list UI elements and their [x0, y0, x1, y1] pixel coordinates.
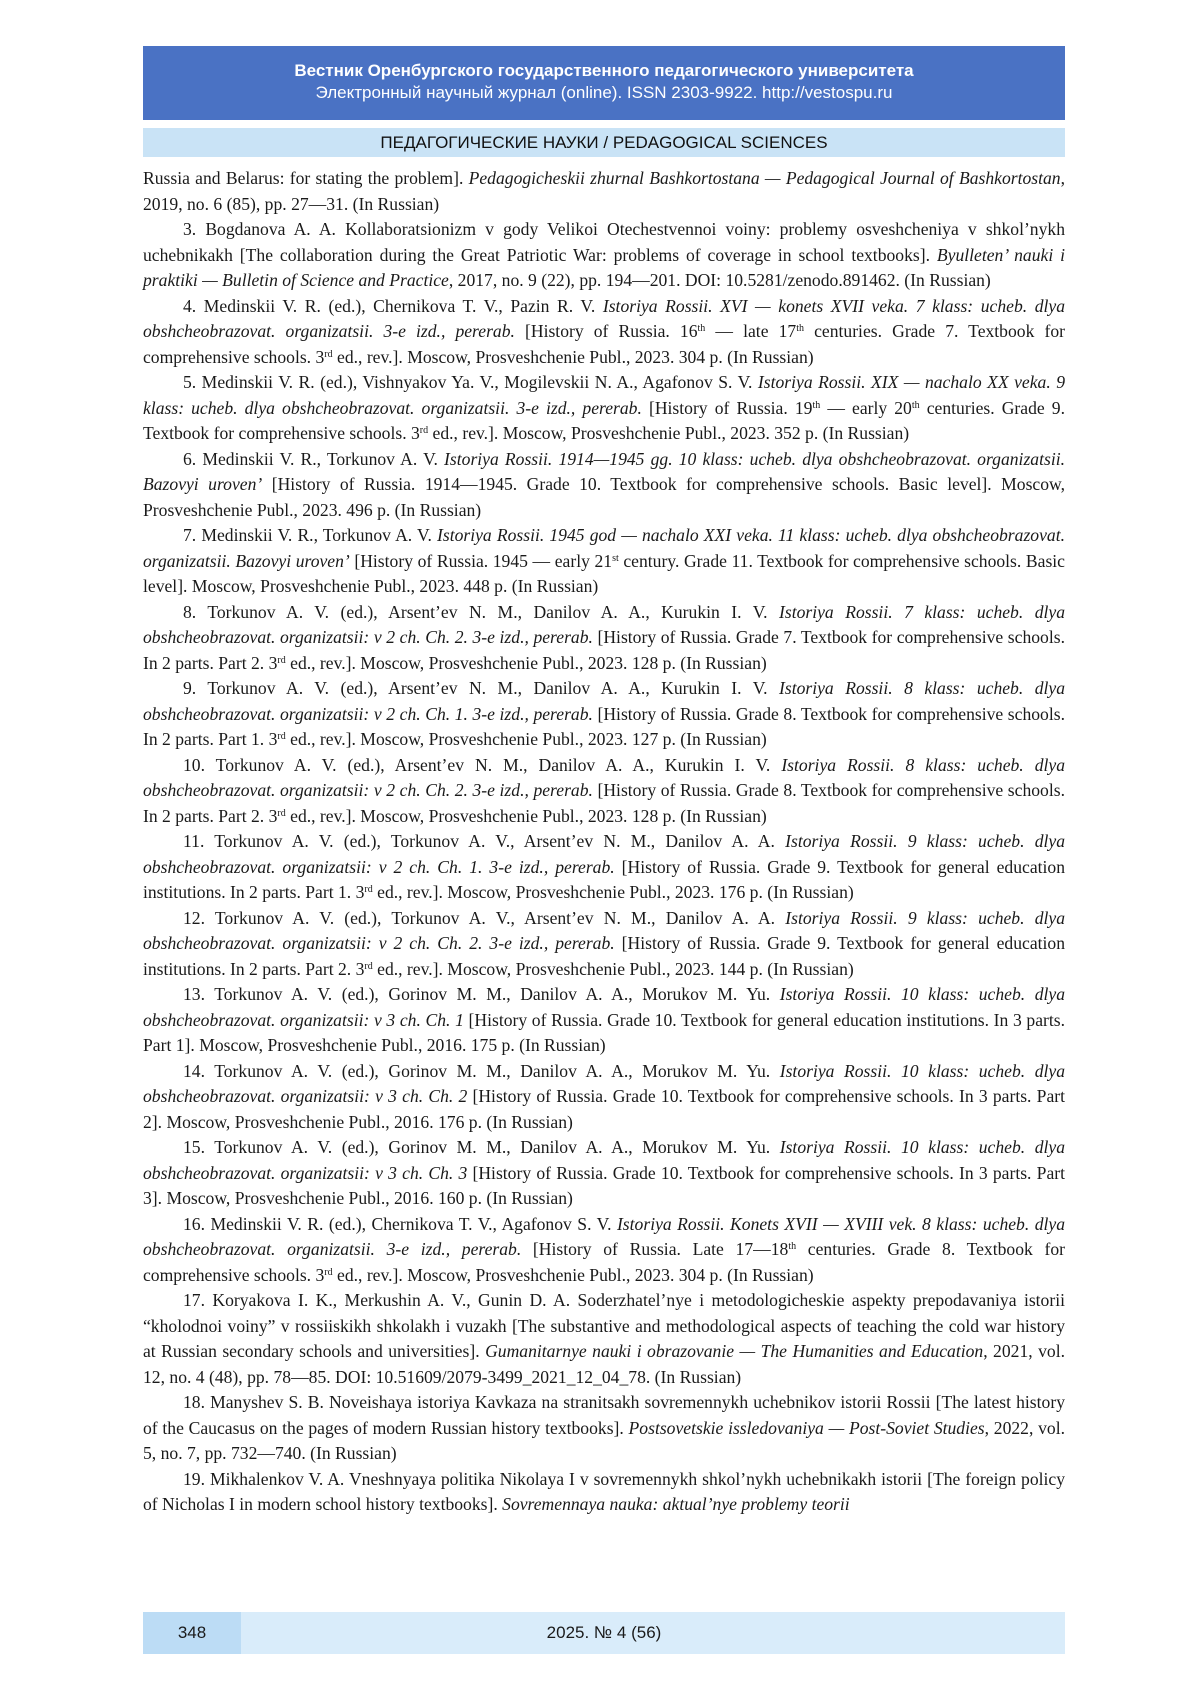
- reference-text: 12. Torkunov A. V. (ed.), Torkunov A. V., Arsent’ev N. M., Danilov A. A.: [183, 907, 786, 928]
- reference-item: [143, 1467, 1065, 1518]
- reference-text: 7. Medinskii V. R., Torkunov A. V.: [183, 525, 437, 545]
- reference-text: 10. Torkunov A. V. (ed.), Arsent’ev N. M., Danilov A. A., Kurukin I. V.: [183, 754, 782, 775]
- reference-text: centuries. Grade 8. Textbook for comprehensive schools. 3: [143, 1239, 1065, 1285]
- reference-text: 11. Torkunov A. V. (ed.), Torkunov A. V., Arsent’ev N. M., Danilov A. A.: [183, 831, 786, 851]
- reference-text: 4. Medinskii V. R. (ed.), Chernikova T. V., Pazin R. V.: [183, 295, 603, 316]
- reference-item: [143, 1135, 1065, 1212]
- journal-header: [143, 46, 1065, 120]
- reference-text: 17. Koryakova I. K., Merkushin A. V., Gunin D. A. Soderzhatel’nye i metodologicheskie aspekty prepodavaniya istorii “kholodnoi voiny” v rossiiskikh shkolakh i vuzakh [The substantive and methodological aspects of teaching the cold war history at Russian secondary schools and universities].: [143, 1290, 1065, 1361]
- superscript: rd: [324, 1266, 333, 1278]
- reference-text: 9. Torkunov A. V. (ed.), Arsent’ev N. M., Danilov A. A., Kurukin I. V.: [183, 678, 779, 698]
- superscript: th: [788, 1241, 797, 1252]
- italic-title: Istoriya Rossii. 10 klass: ucheb. dlya obshcheobrazovat. organizatsii: v 3 ch. Ch. 2: [143, 1060, 1065, 1106]
- reference-text: [History of Russia. Grade 10. Textbook for comprehensive schools. In 3 parts. Part 2]. Moscow, Prosveshchenie Publ., 2016. 176 p. (In Russian): [143, 1086, 1066, 1132]
- superscript: th: [796, 323, 804, 334]
- reference-list: [143, 166, 1065, 1518]
- reference-item: [143, 1212, 1065, 1289]
- section-title: ПЕДАГОГИЧЕСКИЕ НАУКИ / PEDAGOGICAL SCIENCES: [143, 128, 1065, 157]
- reference-text: 19. Mikhalenkov V. A. Vneshnyaya politika Nikolaya I v sovremennykh shkol’nykh uchebnikakh istorii [The foreign policy of Nicholas I in modern school history textbooks].: [143, 1468, 1065, 1514]
- reference-text: 3. Bogdanova A. A. Kollaboratsionizm v gody Velikoi Otechestvennoi voiny: problemy osveshcheniya v shkol’nykh uchebnikakh [The collaboration during the Great Patriotic War: problems of coverage in school textbooks].: [143, 219, 1065, 265]
- reference-text: 16. Medinskii V. R. (ed.), Chernikova T. V., Agafonov S. V.: [183, 1213, 617, 1234]
- reference-item: [143, 753, 1065, 830]
- reference-text: ed., rev.]. Moscow, Prosveshchenie Publ., 2023. 304 p. (In Russian): [332, 346, 814, 367]
- reference-text: [History of Russia. Grade 8. Textbook for comprehensive schools. In 2 parts. Part 2. 3: [143, 780, 1065, 826]
- reference-text: — early 20: [820, 397, 912, 418]
- reference-text: , 2021, vol. 12, no. 4 (48), pp. 78—85. DOI: 10.51609/2079-3499_2021_12_04_78. (In Russian): [143, 1341, 1065, 1387]
- italic-title: Istoriya Rossii. 1945 god — nachalo XXI veka. 11 klass: ucheb. dlya obshcheobrazovat. organizatsii. Bazovyi uroven’: [143, 525, 1065, 571]
- superscript: th: [911, 399, 920, 411]
- italic-title: Istoriya Rossii. XIX — nachalo XX veka. 9 klass: ucheb. dlya obshcheobrazovat. organizatsii. 3-e izd., pererab.: [143, 372, 1065, 418]
- reference-text: [History of Russia. Grade 10. Textbook for general education institutions. In 3 parts. Part 1]. Moscow, Prosveshchenie Publ., 2016. 175 p. (In Russian): [143, 1009, 1066, 1055]
- reference-text: , 2019, no. 6 (85), pp. 27—31. (In Russian): [143, 168, 1066, 214]
- reference-text: 15. Torkunov A. V. (ed.), Gorinov M. M., Danilov A. A., Morukov M. Yu.: [183, 1137, 780, 1157]
- italic-title: Istoriya Rossii. 8 klass: ucheb. dlya obshcheobrazovat. organizatsii: v 2 ch. Ch. 2. 3-e izd., pererab.: [143, 754, 1065, 800]
- reference-text: centuries. Grade 9. Textbook for comprehensive schools. 3: [143, 397, 1065, 443]
- italic-title: Postsovetskie issledovaniya — Post-Soviet Studies: [628, 1417, 985, 1438]
- reference-item: [143, 447, 1065, 524]
- italic-title: Istoriya Rossii. 7 klass: ucheb. dlya obshcheobrazovat. organizatsii: v 2 ch. Ch. 2. 3-e izd., pererab.: [143, 601, 1065, 647]
- italic-title: Pedagogicheskii zhurnal Bashkortostana — Pedagogical Journal of Bashkortostan: [468, 168, 1061, 188]
- reference-item: [143, 294, 1065, 371]
- superscript: rd: [277, 654, 286, 666]
- reference-text: 5. Medinskii V. R. (ed.), Vishnyakov Ya. V., Mogilevskii N. A., Agafonov S. V.: [183, 372, 758, 392]
- reference-text: [History of Russia. 1914—1945. Grade 10. Textbook for comprehensive schools. Basic level]. Moscow, Prosveshchenie Publ., 2023. 496 p. (In Russian): [143, 474, 1065, 520]
- reference-item: [143, 1288, 1065, 1390]
- reference-item: [143, 676, 1065, 753]
- reference-item: [143, 523, 1065, 600]
- italic-title: Istoriya Rossii. 9 klass: ucheb. dlya obshcheobrazovat. organizatsii: v 2 ch. Ch. 1. 3-e izd., pererab.: [143, 831, 1065, 877]
- reference-text: [History of Russia. Grade 7. Textbook for comprehensive schools. In 2 parts. Part 2. 3: [143, 627, 1065, 673]
- reference-text: ed., rev.]. Moscow, Prosveshchenie Publ., 2023. 127 p. (In Russian): [285, 729, 767, 749]
- superscript: rd: [364, 960, 373, 972]
- reference-text: [History of Russia. Grade 9. Textbook for general education institutions. In 2 parts. Part 1. 3: [143, 856, 1065, 902]
- journal-title: Вестник Оренбургского государственного педагогического университета: [294, 61, 914, 80]
- superscript: st: [612, 552, 619, 564]
- page-number: 348: [143, 1612, 241, 1654]
- superscript: th: [697, 323, 706, 334]
- superscript: th: [812, 399, 821, 411]
- italic-title: Istoriya Rossii. XVI — konets XVII veka. 7 klass: ucheb. dlya obshcheobrazovat. organizatsii. 3-e izd., pererab.: [143, 295, 1065, 341]
- reference-item: [143, 829, 1065, 906]
- reference-text: [History of Russia. 1945 — early 21: [349, 550, 613, 571]
- reference-text: 14. Torkunov A. V. (ed.), Gorinov M. M., Danilov A. A., Morukov M. Yu.: [183, 1060, 780, 1081]
- italic-title: Istoriya Rossii. 8 klass: ucheb. dlya obshcheobrazovat. organizatsii: v 2 ch. Ch. 1. 3-e izd., pererab.: [143, 678, 1065, 724]
- italic-title: Byulleten’ nauki i praktiki — Bulletin of Science and Practice: [143, 244, 1065, 290]
- reference-item: [143, 1059, 1065, 1136]
- superscript: rd: [419, 425, 429, 436]
- reference-text: century. Grade 11. Textbook for comprehensive schools. Basic level]. Moscow, Prosveshchenie Publ., 2023. 448 p. (In Russian): [143, 550, 1065, 596]
- superscript: rd: [324, 348, 333, 360]
- superscript: rd: [277, 731, 286, 742]
- italic-title: Istoriya Rossii. 1914—1945 gg. 10 klass: ucheb. dlya obshcheobrazovat. organizatsii. Bazovyi uroven’: [143, 448, 1065, 494]
- superscript: rd: [364, 884, 373, 895]
- italic-title: Istoriya Rossii. 9 klass: ucheb. dlya obshcheobrazovat. organizatsii: v 2 ch. Ch. 2. 3-e izd., pererab.: [143, 907, 1065, 953]
- reference-text: , 2022, vol. 5, no. 7, pp. 732—740. (In Russian): [143, 1417, 1065, 1463]
- reference-text: [History of Russia. Grade 9. Textbook for general education institutions. In 2 parts. Part 2. 3: [143, 933, 1065, 979]
- reference-item: [143, 217, 1065, 294]
- reference-text: , 2017, no. 9 (22), pp. 194—201. DOI: 10.5281/zenodo.891462. (In Russian): [448, 270, 991, 290]
- reference-item: [143, 1390, 1065, 1467]
- reference-text: [History of Russia. Late 17—18: [521, 1239, 789, 1259]
- italic-title: Istoriya Rossii. 10 klass: ucheb. dlya obshcheobrazovat. organizatsii: v 3 ch. Ch. 1: [143, 984, 1065, 1030]
- reference-text: 6. Medinskii V. R., Torkunov A. V.: [183, 448, 445, 469]
- reference-item: [143, 166, 1065, 217]
- reference-text: 18. Manyshev S. B. Noveishaya istoriya Kavkaza na stranitsakh sovremennykh uchebnikov istorii Rossii [The latest history of the Caucasus on the pages of modern Russian history textbooks].: [143, 1392, 1065, 1438]
- reference-text: ed., rev.]. Moscow, Prosveshchenie Publ., 2023. 128 p. (In Russian): [285, 652, 767, 673]
- reference-item: [143, 982, 1065, 1059]
- reference-item: [143, 370, 1065, 447]
- reference-item: [143, 600, 1065, 677]
- reference-text: centuries. Grade 7. Textbook for comprehensive schools. 3: [143, 321, 1065, 367]
- superscript: rd: [277, 807, 286, 819]
- journal-subtitle: Электронный научный журнал (online). ISSN 2303-9922. http://vestospu.ru: [315, 83, 893, 102]
- reference-text: ed., rev.]. Moscow, Prosveshchenie Publ., 2023. 128 p. (In Russian): [285, 805, 767, 826]
- reference-text: ed., rev.]. Moscow, Prosveshchenie Publ., 2023. 304 p. (In Russian): [332, 1264, 814, 1285]
- italic-title: Sovremennaya nauka: aktual’nye problemy teorii: [502, 1494, 850, 1514]
- reference-text: 13. Torkunov A. V. (ed.), Gorinov M. M., Danilov A. A., Morukov M. Yu.: [183, 984, 780, 1004]
- reference-text: [History of Russia. 16: [514, 321, 698, 341]
- italic-title: Istoriya Rossii. Konets XVII — XVIII vek. 8 klass: ucheb. dlya obshcheobrazovat. organizatsii. 3-e izd., pererab.: [143, 1213, 1066, 1259]
- reference-item: [143, 906, 1065, 983]
- reference-text: 8. Torkunov A. V. (ed.), Arsent’ev N. M., Danilov A. A., Kurukin I. V.: [183, 601, 779, 622]
- issue-label: 2025. № 4 (56): [546, 1623, 662, 1642]
- reference-text: [History of Russia. Grade 8. Textbook for comprehensive schools. In 2 parts. Part 1. 3: [143, 703, 1065, 749]
- reference-text: Russia and Belarus: for stating the problem].: [143, 168, 469, 188]
- page-footer: [143, 1612, 1065, 1654]
- reference-text: — late 17: [705, 321, 797, 341]
- reference-text: [History of Russia. Grade 10. Textbook for comprehensive schools. In 3 parts. Part 3]. Moscow, Prosveshchenie Publ., 2016. 160 p. (In Russian): [143, 1162, 1066, 1208]
- italic-title: Gumanitarnye nauki i obrazovanie — The Humanities and Education: [485, 1341, 984, 1361]
- reference-text: [History of Russia. 19: [641, 397, 813, 418]
- reference-text: ed., rev.]. Moscow, Prosveshchenie Publ., 2023. 144 p. (In Russian): [372, 958, 854, 979]
- reference-text: ed., rev.]. Moscow, Prosveshchenie Publ., 2023. 352 p. (In Russian): [428, 423, 910, 443]
- italic-title: Istoriya Rossii. 10 klass: ucheb. dlya obshcheobrazovat. organizatsii: v 3 ch. Ch. 3: [143, 1137, 1065, 1183]
- reference-text: ed., rev.]. Moscow, Prosveshchenie Publ., 2023. 176 p. (In Russian): [372, 882, 854, 902]
